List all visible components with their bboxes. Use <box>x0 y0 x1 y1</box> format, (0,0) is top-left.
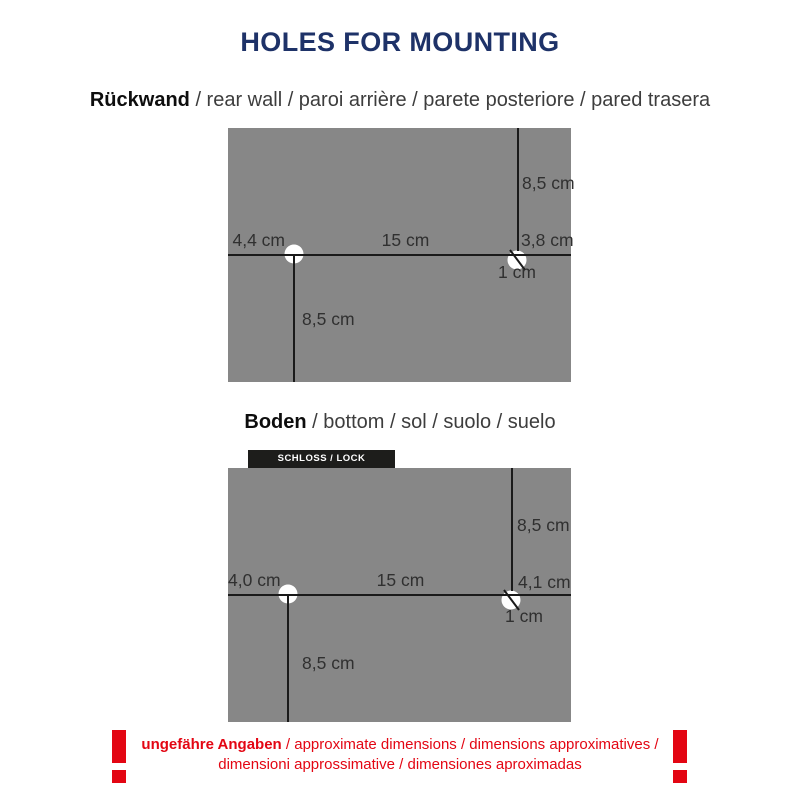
rear-wall-heading-translations: / rear wall / paroi arrière / parete posteriore / pared trasera <box>189 89 711 111</box>
page-title: HOLES FOR MOUNTING <box>240 27 560 57</box>
dim-right-top: 8,5 cm <box>517 515 570 535</box>
warning-line1-rest: / approximate dimensions / dimensions approximatives / <box>281 736 659 753</box>
rear-wall-heading-bold: Rückwand <box>89 89 190 111</box>
dim-left-bottom: 8,5 cm <box>302 653 355 673</box>
dim-right-offset: 4,1 cm <box>518 572 571 592</box>
rear-wall-panel <box>228 128 575 382</box>
dim-right-top: 8,5 cm <box>522 173 575 193</box>
warning-bold: ungefähre Angaben <box>141 736 282 753</box>
bottom-heading-bold: Boden <box>244 411 307 433</box>
dim-right-offset: 3,8 cm <box>521 230 574 250</box>
dim-left-offset: 4,4 cm <box>232 230 285 250</box>
bottom-panel <box>228 468 571 722</box>
dim-below-right-hole: 1 cm <box>505 606 543 626</box>
dim-left-bottom: 8,5 cm <box>302 309 355 329</box>
bottom-drill-diagram <box>228 468 571 722</box>
lock-position-tag: SCHLOSS / LOCK <box>248 450 395 468</box>
dim-between-holes: 15 cm <box>381 230 430 250</box>
dim-below-right-hole: 1 cm <box>498 262 536 282</box>
dim-between-holes: 15 cm <box>376 570 425 590</box>
bottom-heading <box>0 411 800 434</box>
rear-wall-heading <box>0 89 800 112</box>
bottom-heading-translations: / bottom / sol / suolo / suelo <box>306 411 556 433</box>
warning-line2: dimensioni approssimative / dimensiones aproximadas <box>218 756 582 773</box>
rear-wall-drill-diagram <box>228 128 571 382</box>
dim-left-offset: 4,0 cm <box>228 570 281 590</box>
approximate-dimensions-warning <box>0 735 800 775</box>
